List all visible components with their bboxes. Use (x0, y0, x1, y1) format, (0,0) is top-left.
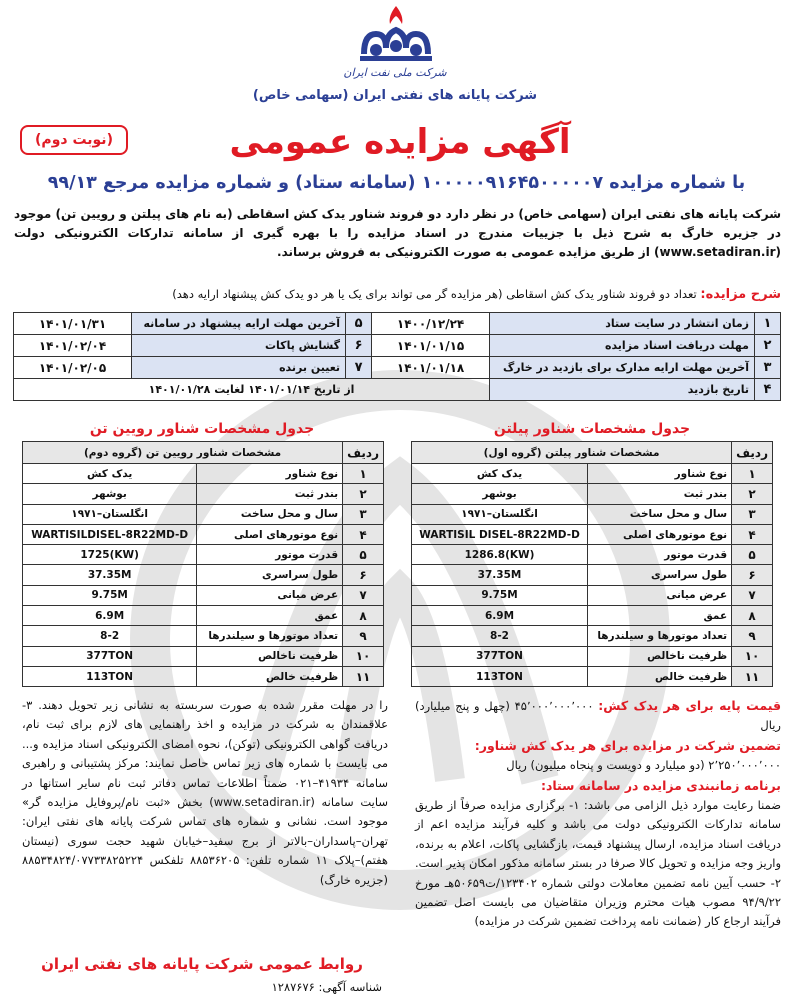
row-number: ۲ (755, 335, 781, 357)
spec-value: 37.35M (412, 565, 588, 585)
schedule-label: گشایش پاکات (132, 335, 346, 357)
table-row (412, 524, 773, 544)
table-row (23, 504, 384, 524)
ad-identifier: شناسه آگهی: ۱۲۸۷۶۷۶ (271, 980, 382, 994)
row-number: ۹ (343, 626, 384, 646)
table-row (412, 565, 773, 585)
schedule-program-text: ضمنا رعایت موارد ذیل الزامی می باشد: ۱- برگزاری مزایده صرفاً از طریق سامانه تدارکات الکترونیکی دولت می باشد و کلیه فرآیند مزایده اعم از دریافت اسناد مزایده، ارسال پیشنهاد قیمت، بازگشایی پاکات، اعلام به برنده، واریز وجه مزایده و تحویل کالا صرفا در بستر سامانه مذکور امکان پذیر است. ۲- حسب آیین نامه تضمین معاملات دولتی شماره ۱۲۳۴۰۲/ت۵۰۶۵۹هـ مورخ ۹۴/۹/۲۲ مصوب هیات محترم وزیران متقاضیان می بایست اصل تضمین فرآیند ارجاع کار (ضمانت نامه پرداخت تضمین شرکت در مزایده) (415, 798, 782, 929)
row-number: ۱۰ (732, 646, 773, 666)
row-number: ۳ (755, 357, 781, 379)
table-row (23, 484, 384, 504)
schedule-date: ۱۴۰۱/۰۱/۱۸ (372, 357, 490, 379)
table-row (14, 357, 781, 379)
table-row (14, 379, 781, 401)
table-row (412, 504, 773, 524)
schedule-date: ۱۴۰۱/۰۲/۰۵ (14, 357, 132, 379)
row-number: ۷ (343, 585, 384, 605)
spec-value: 6.9M (23, 606, 197, 626)
spec-label: بندر ثبت (588, 484, 732, 504)
row-number: ۹ (732, 626, 773, 646)
spec-label: بندر ثبت (197, 484, 343, 504)
table-row (23, 626, 384, 646)
spec-value: 37.35M (23, 565, 197, 585)
page-title: آگهی مزایده عمومی (229, 122, 571, 162)
row-number: ۱ (732, 464, 773, 484)
left-column-text (22, 696, 388, 890)
row-number: ۱۱ (732, 666, 773, 686)
row-number: ۶ (343, 565, 384, 585)
spec-label: تعداد موتورها و سیلندرها (197, 626, 343, 646)
row-number: ۸ (732, 606, 773, 626)
table-row (23, 606, 384, 626)
table-row (14, 313, 781, 335)
schedule-label: تاریخ بازدید (490, 379, 755, 401)
pilot-spec-table (411, 441, 773, 687)
right-column-text (415, 696, 781, 932)
table-row (412, 666, 773, 686)
spec-value: 9.75M (23, 585, 197, 605)
spec-value: بوشهر (23, 484, 197, 504)
spec-label: ظرفیت ناخالص (197, 646, 343, 666)
base-price-label: قیمت پایه برای هر یدک کش: (598, 698, 782, 713)
column-header: مشخصات شناور پیلتن (گروه اول) (412, 442, 732, 464)
auction-reference: با شماره مزایده ۱۰۰۰۰۰۹۱۶۴۵۰۰۰۰۰۷ (سامانه ستاد) و شماره مزایده مرجع ۹۹/۱۳ (47, 173, 746, 193)
table-row (412, 545, 773, 565)
spec-value: یدک کش (412, 464, 588, 484)
spec-label: تعداد موتورها و سیلندرها (588, 626, 732, 646)
row-number: ۴ (343, 524, 384, 544)
table-row (412, 464, 773, 484)
table-row (23, 565, 384, 585)
schedule-date: ۱۴۰۱/۰۱/۱۵ (372, 335, 490, 357)
row-number: ۲ (343, 484, 384, 504)
table-row (23, 646, 384, 666)
row-number: ۱ (343, 464, 384, 484)
spec-label: قدرت موتور (197, 545, 343, 565)
spec-value: 9.75M (412, 585, 588, 605)
spec-value: بوشهر (412, 484, 588, 504)
schedule-label: آخرین مهلت ارایه پیشنهاد در سامانه (132, 313, 346, 335)
rubin-spec-table (22, 441, 384, 687)
row-number: ۵ (343, 545, 384, 565)
description-text: تعداد دو فروند شناور یدک کش اسقاطی (هر مزایده گر می تواند برای یک یا هر دو یدک کش پیشنهاد ارایه دهد) (172, 287, 697, 301)
row-number: ۱۱ (343, 666, 384, 686)
spec-value: 1725(KW) (23, 545, 197, 565)
row-number: ۵ (732, 545, 773, 565)
row-number: ۶ (732, 565, 773, 585)
auction-description (14, 284, 781, 305)
spec-label: نوع شناور (588, 464, 732, 484)
spec-label: عمق (197, 606, 343, 626)
schedule-table (13, 312, 781, 401)
schedule-label: آخرین مهلت ارایه مدارک برای بازدید در خارگ (490, 357, 755, 379)
spec-label: سال و محل ساخت (588, 504, 732, 524)
spec-value: 6.9M (412, 606, 588, 626)
schedule-date: ۱۴۰۱/۰۲/۰۴ (14, 335, 132, 357)
public-relations-signature: روابط عمومی شرکت پایانه های نفتی ایران (41, 955, 363, 973)
column-header: ردیف (343, 442, 384, 464)
table-row (14, 335, 781, 357)
schedule-program-label: برنامه زمانبندی مزایده در سامانه ستاد: (540, 777, 781, 793)
spec-label: طول سراسری (588, 565, 732, 585)
description-label: شرح مزایده: (700, 287, 781, 302)
schedule-date: ۱۴۰۰/۱۲/۲۴ (372, 313, 490, 335)
spec-label: عرض میانی (588, 585, 732, 605)
schedule-label: مهلت دریافت اسناد مزایده (490, 335, 755, 357)
pilot-spec-title: جدول مشخصات شناور پیلتن (493, 421, 691, 437)
spec-value: ۱۹۷۱–انگلستان (23, 504, 197, 524)
spec-value: 8-2 (412, 626, 588, 646)
table-row (23, 524, 384, 544)
row-number: ۲ (732, 484, 773, 504)
logo-script-text: شرکت ملی نفت ایران (343, 66, 447, 79)
spec-label: نوع موتورهای اصلی (588, 524, 732, 544)
company-name: شرکت پایانه های نفتی ایران (سهامی خاص) (252, 88, 538, 103)
row-number: ۴ (755, 379, 781, 401)
table-row (412, 606, 773, 626)
row-number: ۷ (732, 585, 773, 605)
schedule-date: ۱۴۰۱/۰۱/۳۱ (14, 313, 132, 335)
spec-label: ظرفیت ناخالص (588, 646, 732, 666)
spec-label: نوع شناور (197, 464, 343, 484)
table-row (23, 585, 384, 605)
row-number: ۳ (343, 504, 384, 524)
row-number: ۱۰ (343, 646, 384, 666)
row-number: ۷ (346, 357, 372, 379)
nioc-flame-logo-icon (346, 4, 446, 66)
table-header-row (412, 442, 773, 464)
spec-label: عمق (588, 606, 732, 626)
guarantee-value: ۲٬۲۵۰٬۰۰۰٬۰۰۰ (دو میلیارد و دویست و پنجاه میلیون) ریال (506, 758, 781, 773)
table-row (23, 666, 384, 686)
spec-label: قدرت موتور (588, 545, 732, 565)
spec-label: سال و محل ساخت (197, 504, 343, 524)
base-price-value: ۴۵٬۰۰۰٬۰۰۰٬۰۰۰ (چهل و پنج میلیارد) ریال (415, 699, 781, 733)
spec-value: WARTISIL DISEL-8R22MD-D (412, 524, 588, 544)
schedule-label: زمان انتشار در سایت ستاد (490, 313, 755, 335)
row-number: ۱ (755, 313, 781, 335)
row-number: ۸ (343, 606, 384, 626)
rubin-spec-title: جدول مشخصات شناور رویین تن (89, 421, 315, 437)
table-row (23, 545, 384, 565)
table-header-row (23, 442, 384, 464)
spec-label: ظرفیت خالص (197, 666, 343, 686)
spec-value: 377TON (23, 646, 197, 666)
spec-value: 1286.8(KW) (412, 545, 588, 565)
column-header: ردیف (732, 442, 773, 464)
spec-label: ظرفیت خالص (588, 666, 732, 686)
intro-paragraph: شرکت پایانه های نفتی ایران (سهامی خاص) در نظر دارد دو فروند شناور یدک کش اسقاطی (به نام های پیلتن و رویین تن) موجود در جزیره خارگ به شرح ذیل با جزییات مندرج در اسناد مزایده را با بهره گیری از سامانه تدارکات الکترونیکی دولت (www.setadiran.ir) از طریق مزایده عمومی به صورت الکترونیکی به فروش برساند. (14, 207, 781, 259)
table-row (412, 646, 773, 666)
guarantee-label: تضمین شرکت در مزایده برای هر یدک کش شناور: (474, 737, 781, 753)
spec-value: 113TON (412, 666, 588, 686)
spec-label: طول سراسری (197, 565, 343, 585)
row-number: ۶ (346, 335, 372, 357)
table-row (412, 626, 773, 646)
schedule-label: تعیین برنده (132, 357, 346, 379)
spec-value: 113TON (23, 666, 197, 686)
row-number: ۴ (732, 524, 773, 544)
spec-value: یدک کش (23, 464, 197, 484)
row-number: ۳ (732, 504, 773, 524)
visit-date-range: از تاریخ ۱۴۰۱/۰۱/۱۴ لغایت ۱۴۰۱/۰۱/۲۸ (14, 379, 490, 401)
spec-value: ۱۹۷۱–انگلستان (412, 504, 588, 524)
spec-value: WARTISILDISEL-8R22MD-D (23, 524, 197, 544)
left-column-body: را در مهلت مقرر شده به صورت سربسته به نشانی زیر تحویل دهند. ۳- علاقمندان به شرکت در مزایده و اخذ راهنمایی های لازم برای ثبت نام، دریافت گواهی الکترونیکی (توکن)، نحوه امضای الکترونیکی اسناد مزایده و... می بایست با شماره های زیر تماس حاصل نمایند: مرکز پشتیبانی و راهبری سامانه ۴۱۹۳۴–۰۲۱ ضمناً اطلاعات تماس دفاتر ثبت نام سایر استانها در سایت سامانه (www.setadiran.ir) بخش «ثبت نام/پروفایل مزایده گر» موجود است. نشانی و شماره های تماس شرکت پایانه های نفتی ایران: تهران–پاسداران–بالاتر از برج سفید–خیابان شهید حجت سوری (نیستان هفتم)–پلاک ۱۱ شماره تلفن: ۸۸۵۳۶۲۰۵ تلفکس ۸۸۵۳۴۸۲۴/۰۷۷۳۳۸۲۵۲۲۴ (جزیره خارگ) (22, 698, 388, 887)
spec-value: 8-2 (23, 626, 197, 646)
round-badge: (نوبت دوم) (20, 125, 128, 155)
spec-value: 377TON (412, 646, 588, 666)
spec-label: نوع موتورهای اصلی (197, 524, 343, 544)
row-number: ۵ (346, 313, 372, 335)
column-header: مشخصات شناور رویین تن (گروه دوم) (23, 442, 343, 464)
table-row (412, 484, 773, 504)
spec-label: عرض میانی (197, 585, 343, 605)
table-row (412, 585, 773, 605)
table-row (23, 464, 384, 484)
